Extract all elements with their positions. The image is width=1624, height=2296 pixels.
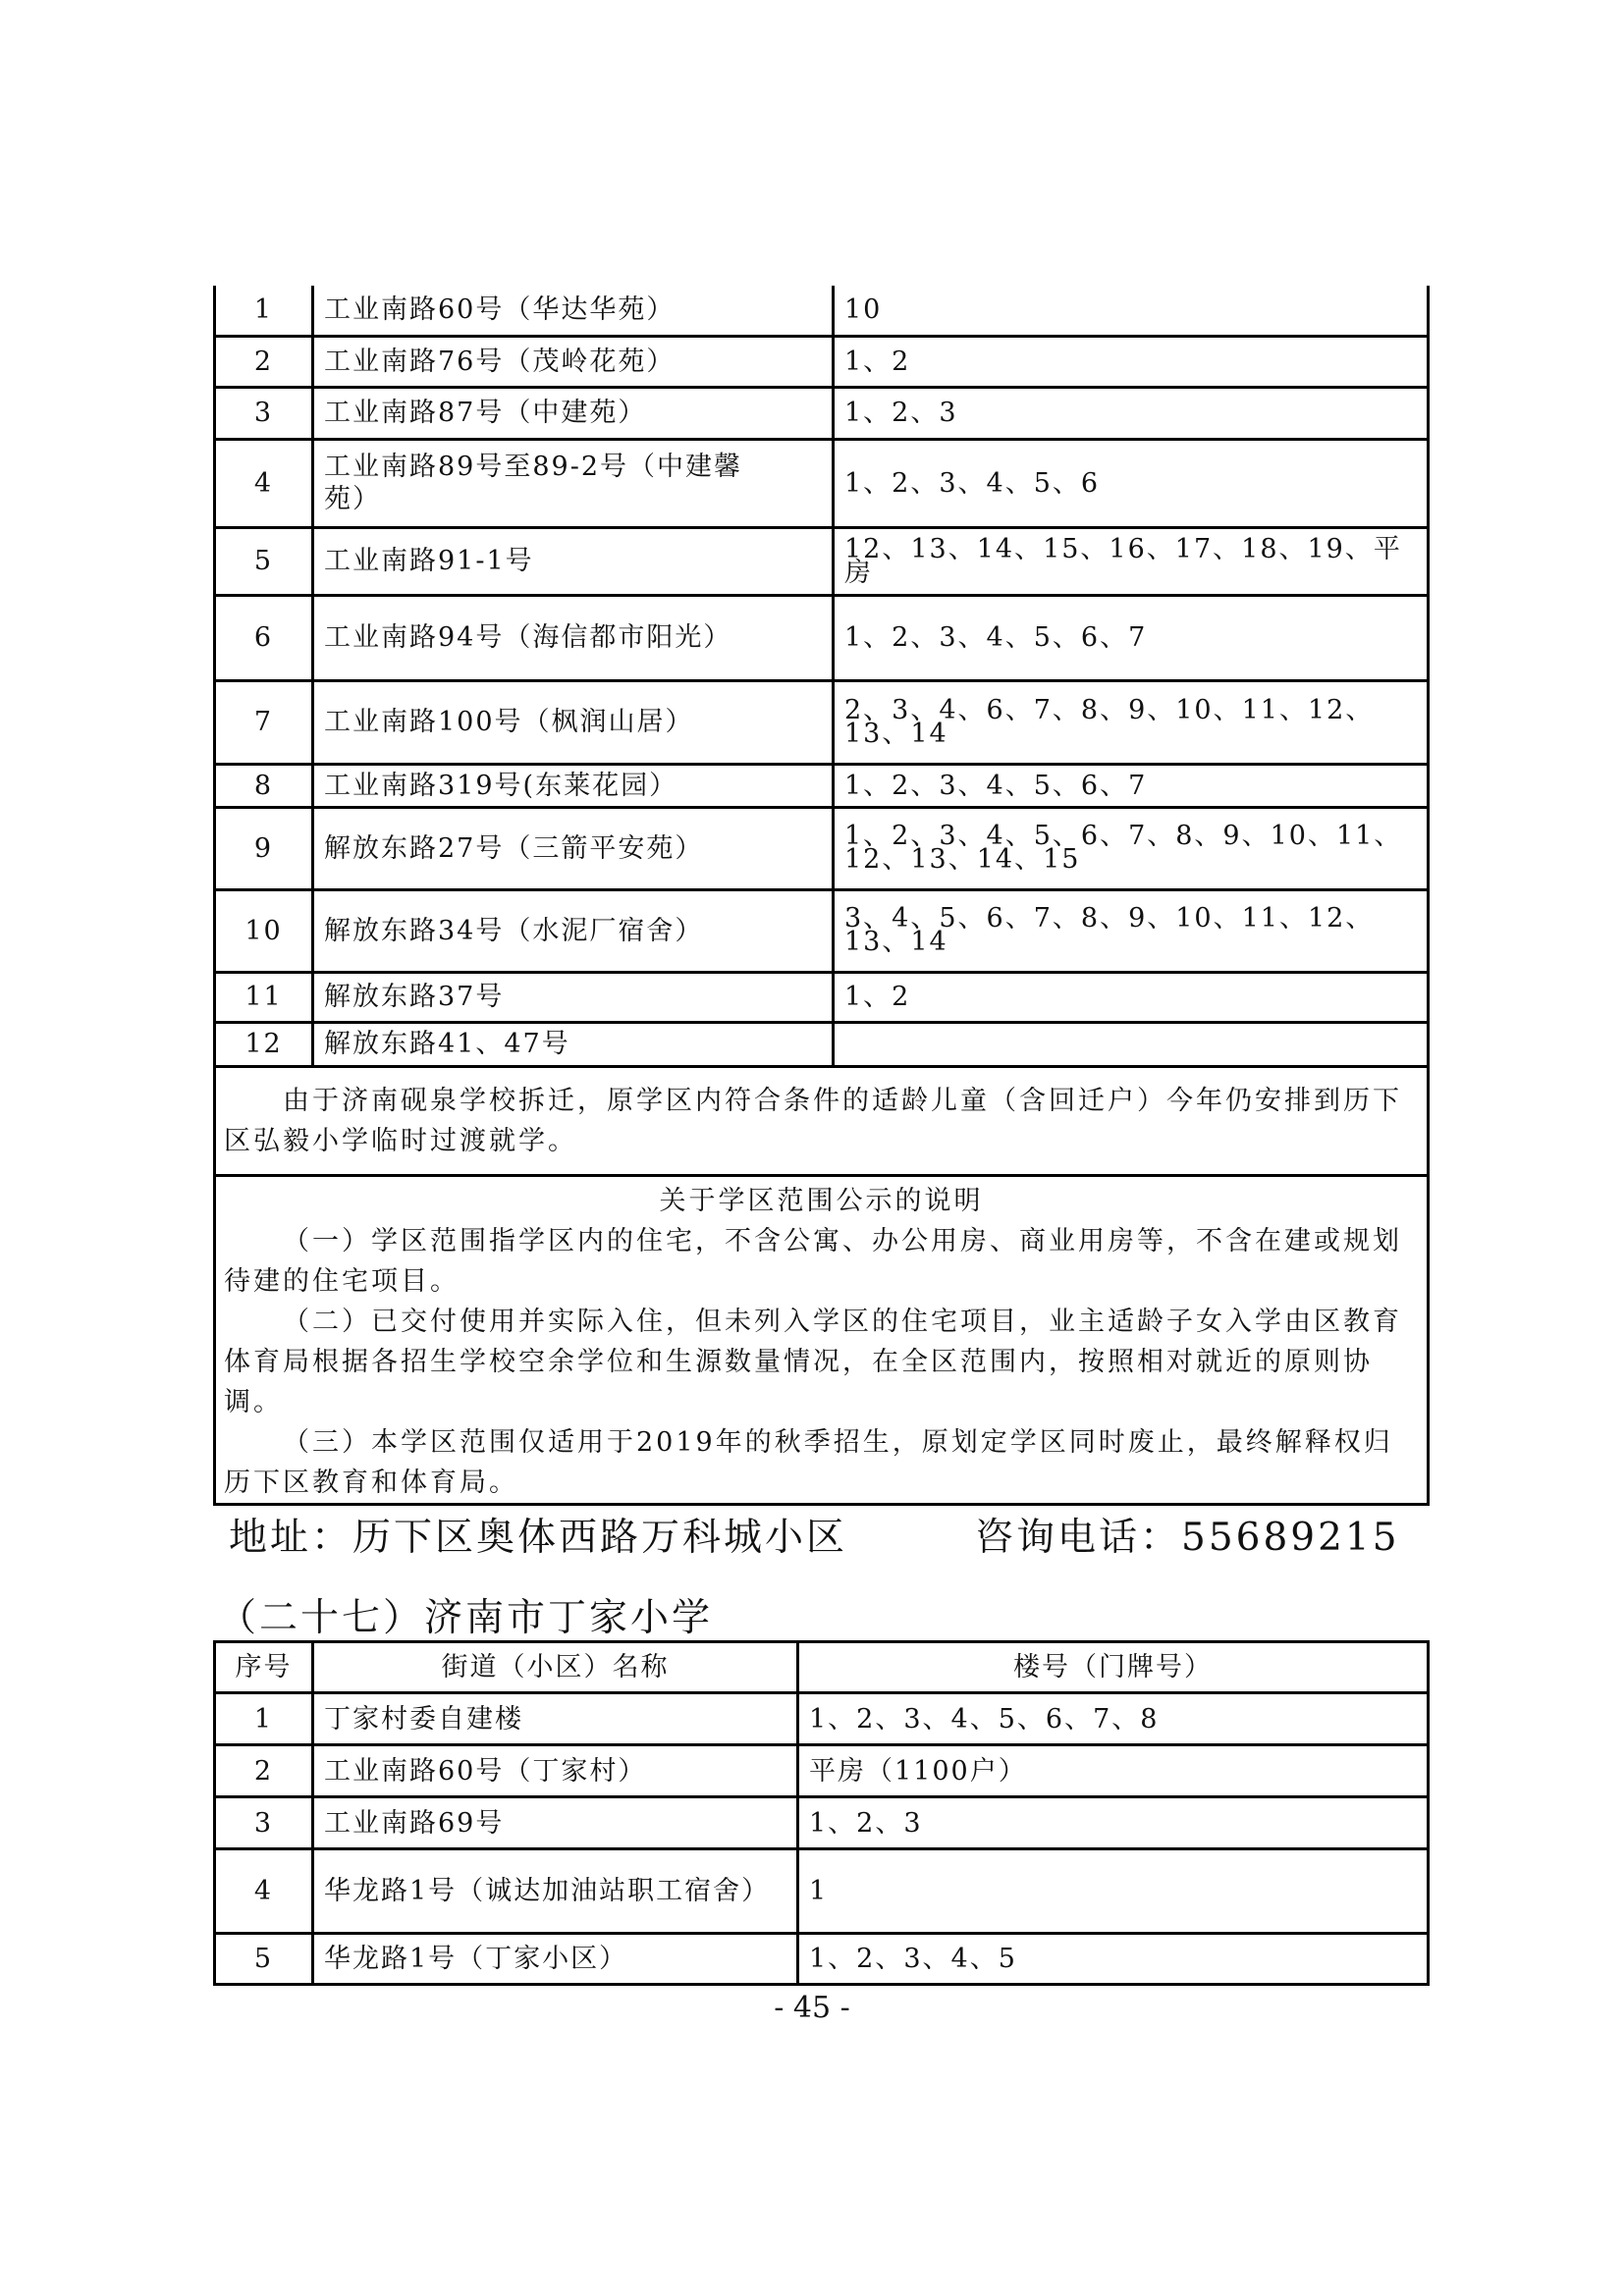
explanation-row xyxy=(215,1175,1429,1504)
row-number: 5 xyxy=(215,527,313,595)
table-row xyxy=(215,889,1429,972)
building-numbers: 1、2、3、4、5 xyxy=(798,1934,1429,1985)
row-number: 7 xyxy=(215,680,313,764)
building-numbers: 10 xyxy=(834,286,1429,336)
building-numbers: 1、2、3、4、5、6、7 xyxy=(834,764,1429,807)
street-name: 丁家村委自建楼 xyxy=(313,1693,798,1745)
building-numbers: 1、2、3 xyxy=(834,387,1429,439)
building-numbers: 平房（1100户） xyxy=(798,1745,1429,1797)
explanation-item: （二）已交付使用并实际入住，但未列入学区的住宅项目，业主适龄子女入学由区教育体育局根据各招生学校空余学位和生源数量情况，在全区范围内，按照相对就近的原则协调。 xyxy=(224,1306,1402,1417)
explanation-block xyxy=(215,1175,1429,1504)
phone-number: 55689215 xyxy=(1181,1516,1400,1560)
table-row xyxy=(215,1745,1429,1797)
section-title: （二十七）济南市丁家小学 xyxy=(218,1596,714,1640)
street-name: 解放东路34号（水泥厂宿舍） xyxy=(313,889,834,972)
row-number: 9 xyxy=(215,807,313,889)
row-number: 2 xyxy=(215,336,313,387)
street-name: 工业南路91-1号 xyxy=(313,527,834,595)
street-name: 解放东路37号 xyxy=(313,972,834,1022)
building-numbers: 1、2 xyxy=(834,336,1429,387)
table-row xyxy=(215,1849,1429,1934)
street-name: 工业南路87号（中建苑） xyxy=(313,387,834,439)
row-number: 12 xyxy=(215,1022,313,1066)
table-row xyxy=(215,595,1429,680)
table-row xyxy=(215,1797,1429,1849)
header-street-name: 街道（小区）名称 xyxy=(313,1642,798,1693)
building-numbers: 1、2、3、4、5、6 xyxy=(834,439,1429,527)
building-numbers: 1、2 xyxy=(834,972,1429,1022)
explanation-item: （三）本学区范围仅适用于2019年的秋季招生，原划定学区同时废止，最终解释权归历下区教育和体育局。 xyxy=(224,1426,1393,1498)
explanation-item: （一）学区范围指学区内的住宅，不含公寓、办公用房、商业用房等，不含在建或规划待建的住宅项目。 xyxy=(224,1225,1402,1297)
page-number: - 45 - xyxy=(774,1991,850,2025)
street-name: 工业南路100号（枫润山居） xyxy=(313,680,834,764)
table-row xyxy=(215,336,1429,387)
building-numbers: 2、3、4、6、7、8、9、10、11、12、13、14 xyxy=(834,680,1429,764)
table-row xyxy=(215,527,1429,595)
row-number: 8 xyxy=(215,764,313,807)
table-row xyxy=(215,1934,1429,1985)
row-number: 1 xyxy=(215,1693,313,1745)
table-row xyxy=(215,807,1429,889)
row-number: 11 xyxy=(215,972,313,1022)
street-name: 工业南路76号（茂岭花苑） xyxy=(313,336,834,387)
street-name: 解放东路41、47号 xyxy=(313,1022,834,1066)
school-district-table xyxy=(213,1640,1430,1986)
street-name: 华龙路1号（丁家小区） xyxy=(313,1934,798,1985)
table-row xyxy=(215,764,1429,807)
table-row xyxy=(215,680,1429,764)
row-number: 4 xyxy=(215,1849,313,1934)
building-numbers xyxy=(834,1022,1429,1066)
street-name: 工业南路89号至89-2号（中建馨苑） xyxy=(313,439,834,527)
row-number: 3 xyxy=(215,387,313,439)
phone-group xyxy=(975,1507,1400,1562)
street-name: 华龙路1号（诚达加油站职工宿舍） xyxy=(313,1849,798,1934)
row-number: 1 xyxy=(215,286,313,336)
row-number: 4 xyxy=(215,439,313,527)
transfer-note-row xyxy=(215,1066,1429,1175)
phone-label: 咨询电话： xyxy=(975,1516,1182,1560)
row-number: 2 xyxy=(215,1745,313,1797)
table-header-row xyxy=(215,1642,1429,1693)
street-name: 工业南路94号（海信都市阳光） xyxy=(313,595,834,680)
street-name: 工业南路319号(东莱花园） xyxy=(313,764,834,807)
table-row xyxy=(215,286,1429,336)
address-label: 地址： xyxy=(229,1516,353,1560)
row-number: 6 xyxy=(215,595,313,680)
header-number: 序号 xyxy=(215,1642,313,1693)
building-numbers: 1、2、3、4、5、6、7、8、9、10、11、12、13、14、15 xyxy=(834,807,1429,889)
building-numbers: 1、2、3 xyxy=(798,1797,1429,1849)
explanation-title: 关于学区范围公示的说明 xyxy=(659,1185,984,1216)
table-row xyxy=(215,439,1429,527)
street-name: 解放东路27号（三箭平安苑） xyxy=(313,807,834,889)
street-name: 工业南路69号 xyxy=(313,1797,798,1849)
transfer-note: 由于济南砚泉学校拆迁，原学区内符合条件的适龄儿童（含回迁户）今年仍安排到历下区弘毅小学临时过渡就学。 xyxy=(215,1066,1429,1175)
table-row xyxy=(215,1693,1429,1745)
street-name: 工业南路60号（丁家村） xyxy=(313,1745,798,1797)
header-building-numbers: 楼号（门牌号） xyxy=(798,1642,1429,1693)
building-numbers: 1、2、3、4、5、6、7 xyxy=(834,595,1429,680)
building-numbers: 12、13、14、15、16、17、18、19、平房 xyxy=(834,527,1429,595)
building-numbers: 1、2、3、4、5、6、7、8 xyxy=(798,1693,1429,1745)
table-row xyxy=(215,1022,1429,1066)
row-number: 3 xyxy=(215,1797,313,1849)
row-number: 5 xyxy=(215,1934,313,1985)
address: 历下区奥体西路万科城小区 xyxy=(352,1516,848,1560)
building-numbers: 1 xyxy=(798,1849,1429,1934)
table-row xyxy=(215,387,1429,439)
school-district-table-continued xyxy=(213,286,1430,1506)
contact-line xyxy=(229,1507,1400,1562)
table-row xyxy=(215,972,1429,1022)
street-name: 工业南路60号（华达华苑） xyxy=(313,286,834,336)
row-number: 10 xyxy=(215,889,313,972)
building-numbers: 3、4、5、6、7、8、9、10、11、12、13、14 xyxy=(834,889,1429,972)
